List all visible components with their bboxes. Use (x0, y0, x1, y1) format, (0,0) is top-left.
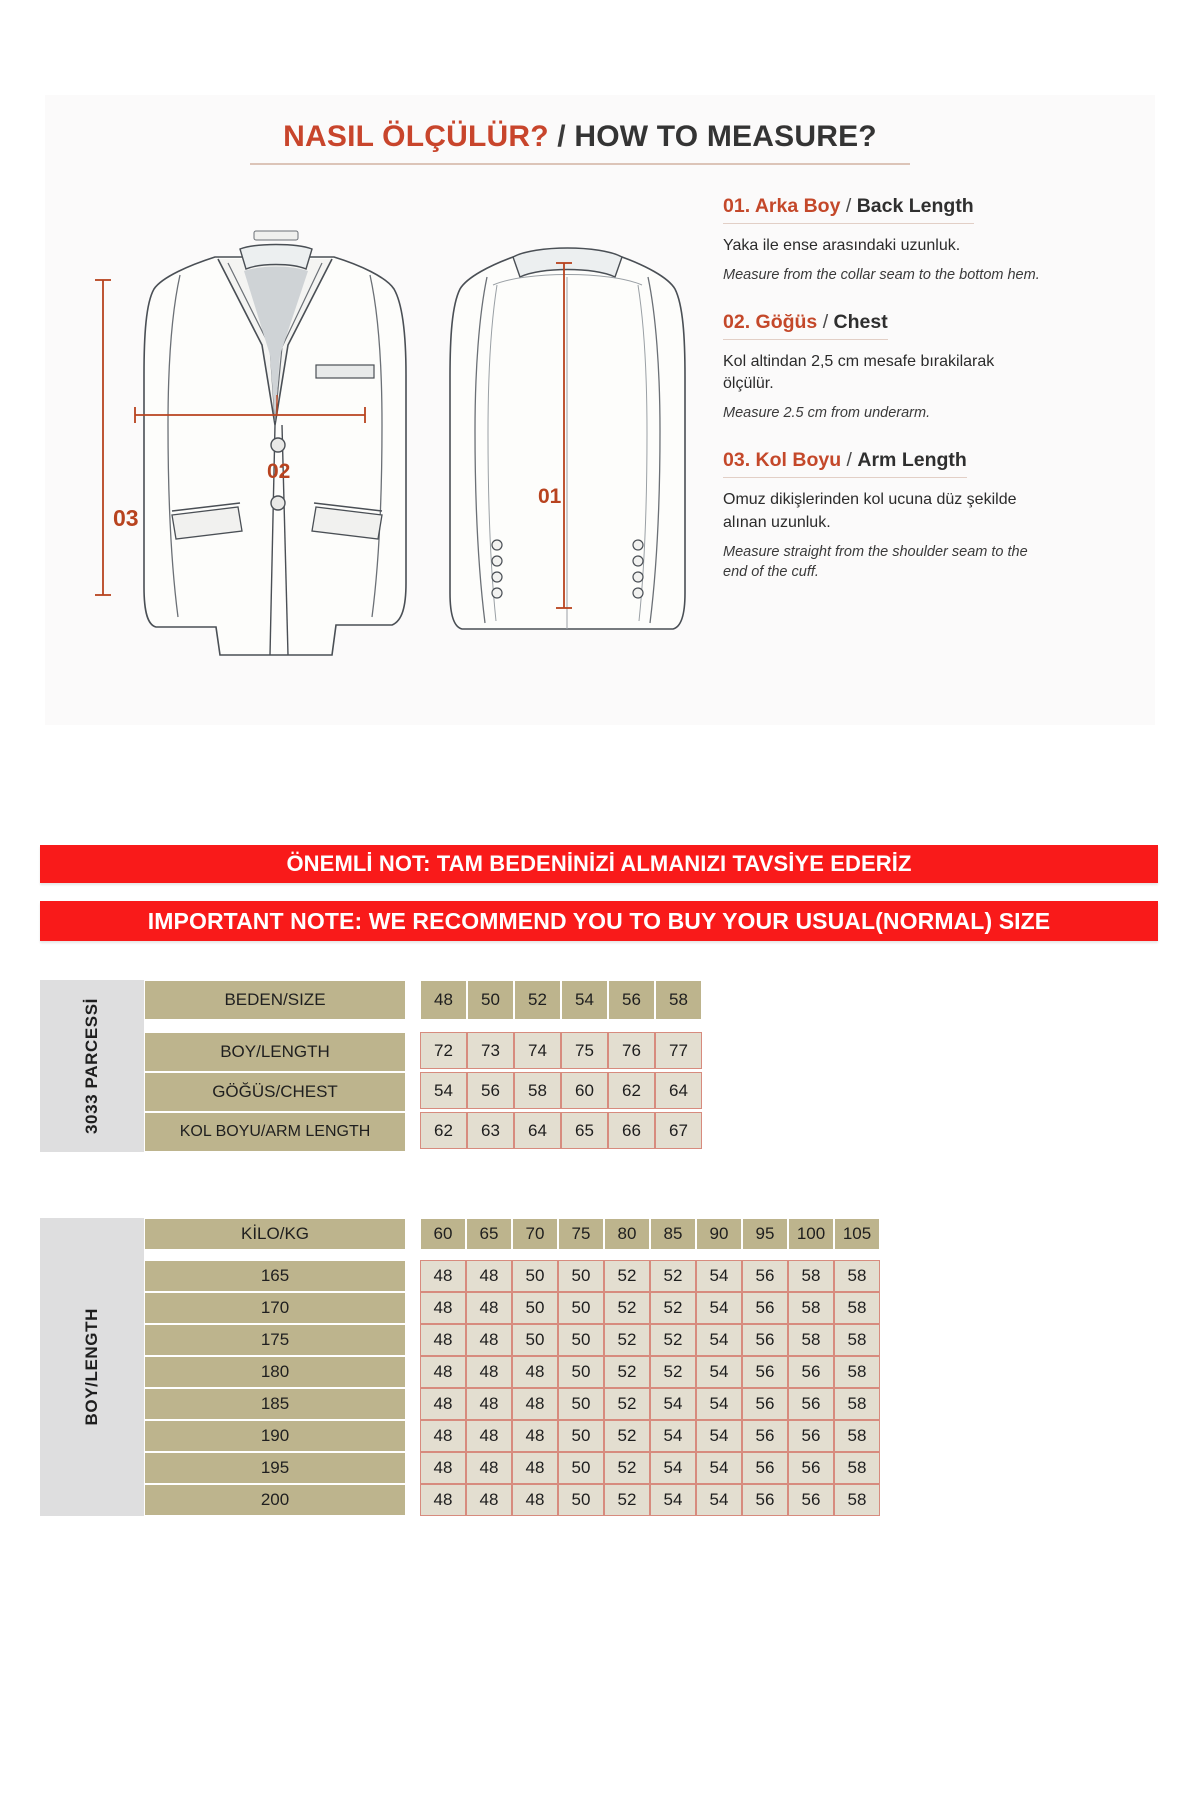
item-name-tr-01: Arka Boy (754, 195, 841, 217)
table-cell: 52 (604, 1260, 650, 1292)
table-cell: 95 (742, 1218, 788, 1250)
table-cell: 50 (558, 1356, 604, 1388)
table-row (144, 1292, 880, 1324)
weight-table-row-label: 180 (144, 1356, 406, 1388)
table-row (144, 1324, 880, 1356)
table-cell: 54 (650, 1484, 696, 1516)
table-cell: 48 (420, 1452, 466, 1484)
table-row (144, 1484, 880, 1516)
table-cell: 80 (604, 1218, 650, 1250)
table-cell: 48 (420, 1260, 466, 1292)
table-cell: 62 (420, 1112, 467, 1149)
table-cell: 48 (420, 1420, 466, 1452)
table-cell: 54 (696, 1292, 742, 1324)
table-cell: 54 (696, 1388, 742, 1420)
table-cell: 52 (604, 1452, 650, 1484)
table-cell: 52 (604, 1324, 650, 1356)
page-title-separator: / (548, 120, 575, 153)
value-cells (420, 1356, 880, 1388)
table-cell: 56 (788, 1484, 834, 1516)
table-cell: 58 (834, 1324, 880, 1356)
table-cell: 52 (604, 1292, 650, 1324)
table-cell: 48 (420, 1388, 466, 1420)
item-number-03: 03. (723, 449, 751, 472)
table-cell: 62 (608, 1072, 655, 1109)
table-row (144, 1356, 880, 1388)
important-note-en-text: IMPORTANT NOTE: WE RECOMMEND YOU TO BUY YOUR USUAL(NORMAL) SIZE (147, 907, 1051, 934)
callout-chest: 02 (267, 460, 291, 483)
table-cell: 54 (561, 980, 608, 1020)
table-cell: 54 (696, 1484, 742, 1516)
table-cell: 50 (512, 1292, 558, 1324)
table-cell: 54 (650, 1388, 696, 1420)
table-cell: 58 (834, 1484, 880, 1516)
size-table-row-label: BOY/LENGTH (144, 1032, 406, 1072)
size-table-side-label-text: 3033 PARCESSİ (82, 998, 101, 1134)
value-cells (420, 1452, 880, 1484)
table-cell: 48 (466, 1388, 512, 1420)
weight-table-rows (144, 1218, 880, 1516)
important-note-tr (40, 845, 1158, 883)
value-cells (420, 1112, 702, 1152)
table-row (144, 1260, 880, 1292)
item-name-en-01: Back Length (856, 195, 974, 217)
size-table-rows (144, 980, 702, 1152)
weight-table-header-label: KİLO/KG (144, 1218, 406, 1250)
value-cells (420, 1420, 880, 1452)
table-cell: 76 (608, 1032, 655, 1069)
value-cells (420, 1324, 880, 1356)
weight-table-row-label: 190 (144, 1420, 406, 1452)
table-cell: 64 (514, 1112, 561, 1149)
table-cell: 73 (467, 1032, 514, 1069)
table-cell: 65 (561, 1112, 608, 1149)
measurement-item-chest (723, 311, 1053, 423)
table-cell: 85 (650, 1218, 696, 1250)
table-cell: 70 (512, 1218, 558, 1250)
size-table-header-label: BEDEN/SIZE (144, 980, 406, 1020)
table-cell: 54 (696, 1356, 742, 1388)
table-cell: 56 (608, 980, 655, 1020)
table-cell: 58 (514, 1072, 561, 1109)
row-spacer (144, 1250, 880, 1260)
table-cell: 56 (467, 1072, 514, 1109)
weight-table-row-label: 195 (144, 1452, 406, 1484)
table-cell: 52 (514, 980, 561, 1020)
table-cell: 75 (561, 1032, 608, 1069)
measurement-item-back-length (723, 195, 1053, 285)
table-cell: 52 (650, 1324, 696, 1356)
table-cell: 48 (466, 1292, 512, 1324)
table-cell: 50 (558, 1388, 604, 1420)
measurement-item-arm-length (723, 449, 1053, 581)
table-cell: 54 (696, 1452, 742, 1484)
table-cell: 50 (558, 1452, 604, 1484)
item-name-en-03: Arm Length (857, 449, 967, 472)
table-cell: 58 (834, 1452, 880, 1484)
table-cell: 58 (834, 1356, 880, 1388)
table-cell: 58 (788, 1260, 834, 1292)
table-cell: 52 (650, 1356, 696, 1388)
table-row (144, 1388, 880, 1420)
table-cell: 48 (420, 1484, 466, 1516)
table-cell: 48 (466, 1484, 512, 1516)
table-cell: 54 (650, 1420, 696, 1452)
table-row (144, 1072, 702, 1112)
table-cell: 50 (558, 1324, 604, 1356)
table-cell: 58 (834, 1388, 880, 1420)
table-cell: 56 (742, 1484, 788, 1516)
table-cell: 50 (512, 1324, 558, 1356)
item-desc-tr-02: Kol altindan 2,5 cm mesafe bırakilarak ölçülür. (723, 352, 995, 393)
value-cells (420, 1292, 880, 1324)
value-cells (420, 1072, 702, 1112)
weight-table-row-label: 200 (144, 1484, 406, 1516)
callout-back-length: 01 (538, 485, 562, 508)
table-cell: 56 (742, 1452, 788, 1484)
table-cell: 63 (467, 1112, 514, 1149)
item-desc-en-01: Measure from the collar seam to the bottom hem. (723, 266, 1040, 283)
table-cell: 48 (420, 980, 467, 1020)
table-cell: 48 (466, 1452, 512, 1484)
weight-table-row-label: 175 (144, 1324, 406, 1356)
table-cell: 48 (466, 1356, 512, 1388)
table-cell: 75 (558, 1218, 604, 1250)
weight-table-row-label: 170 (144, 1292, 406, 1324)
table-row (144, 1452, 880, 1484)
table-header-row (144, 980, 702, 1020)
item-name-en-02: Chest (833, 310, 888, 333)
table-cell: 56 (742, 1388, 788, 1420)
table-cell: 56 (742, 1292, 788, 1324)
weight-table-side-label (40, 1218, 144, 1516)
table-cell: 52 (604, 1388, 650, 1420)
size-measurements-table (40, 980, 702, 1152)
table-cell: 52 (604, 1420, 650, 1452)
table-cell: 56 (788, 1452, 834, 1484)
table-cell: 56 (788, 1356, 834, 1388)
value-cells (420, 980, 702, 1020)
page-title-tr: NASIL ÖLÇÜLÜR? (283, 120, 549, 153)
table-cell: 58 (788, 1292, 834, 1324)
table-cell: 50 (558, 1292, 604, 1324)
row-spacer (144, 1020, 702, 1032)
table-cell: 50 (558, 1484, 604, 1516)
table-cell: 66 (608, 1112, 655, 1149)
table-cell: 90 (696, 1218, 742, 1250)
table-cell: 48 (420, 1324, 466, 1356)
table-cell: 48 (512, 1420, 558, 1452)
callout-arm-length: 03 (113, 505, 139, 531)
table-cell: 48 (466, 1420, 512, 1452)
table-cell: 52 (604, 1484, 650, 1516)
table-cell: 58 (655, 980, 702, 1020)
table-cell: 54 (696, 1260, 742, 1292)
table-header-row (144, 1218, 880, 1250)
table-cell: 52 (604, 1356, 650, 1388)
item-desc-tr-03: Omuz dikişlerinden kol ucuna düz şekilde alınan uzunluk. (723, 491, 1017, 531)
item-slash-01: / (840, 195, 857, 217)
table-row (144, 1112, 702, 1152)
table-cell: 65 (466, 1218, 512, 1250)
size-table-side-label (40, 980, 144, 1152)
table-cell: 58 (834, 1292, 880, 1324)
how-to-measure-panel (45, 95, 1155, 725)
table-cell: 60 (561, 1072, 608, 1109)
table-cell: 56 (788, 1388, 834, 1420)
table-cell: 48 (466, 1260, 512, 1292)
table-cell: 56 (742, 1420, 788, 1452)
table-cell: 48 (512, 1388, 558, 1420)
item-desc-en-03: Measure straight from the shoulder seam to the end of the cuff. (723, 543, 1028, 580)
table-cell: 60 (420, 1218, 466, 1250)
table-cell: 50 (512, 1260, 558, 1292)
table-cell: 105 (834, 1218, 880, 1250)
table-cell: 67 (655, 1112, 702, 1149)
item-number-01: 01. (723, 195, 751, 217)
table-cell: 48 (420, 1356, 466, 1388)
table-cell: 56 (788, 1420, 834, 1452)
table-cell: 58 (788, 1324, 834, 1356)
weight-table-side-label-text: BOY/LENGTH (82, 1308, 101, 1426)
table-cell: 56 (742, 1260, 788, 1292)
important-note-en (40, 901, 1158, 941)
size-table-row-label: GÖĞÜS/CHEST (144, 1072, 406, 1112)
table-cell: 54 (696, 1420, 742, 1452)
table-cell: 48 (466, 1324, 512, 1356)
table-row (144, 1032, 702, 1072)
value-cells (420, 1260, 880, 1292)
table-cell: 54 (420, 1072, 467, 1109)
table-cell: 74 (514, 1032, 561, 1069)
table-cell: 56 (742, 1324, 788, 1356)
table-cell: 48 (420, 1292, 466, 1324)
table-cell: 50 (467, 980, 514, 1020)
height-weight-table (40, 1218, 880, 1516)
table-cell: 64 (655, 1072, 702, 1109)
table-cell: 50 (558, 1260, 604, 1292)
item-number-02: 02. (723, 310, 751, 333)
item-slash-02: / (817, 310, 834, 333)
table-cell: 58 (834, 1260, 880, 1292)
item-desc-en-02: Measure 2.5 cm from underarm. (723, 405, 931, 422)
weight-table-row-label: 185 (144, 1388, 406, 1420)
table-cell: 72 (420, 1032, 467, 1069)
table-row (144, 1420, 880, 1452)
table-cell: 50 (558, 1420, 604, 1452)
page-title-en: HOW TO MEASURE? (574, 120, 877, 153)
item-desc-tr-01: Yaka ile ense arasındaki uzunluk. (723, 237, 961, 254)
table-cell: 54 (650, 1452, 696, 1484)
item-name-tr-03: Kol Boyu (755, 449, 842, 472)
table-cell: 54 (696, 1324, 742, 1356)
table-cell: 56 (742, 1356, 788, 1388)
item-slash-03: / (841, 449, 858, 472)
table-cell: 48 (512, 1484, 558, 1516)
table-cell: 48 (512, 1356, 558, 1388)
item-name-tr-02: Göğüs (755, 310, 818, 333)
size-table-row-label: KOL BOYU/ARM LENGTH (144, 1112, 406, 1152)
table-cell: 77 (655, 1032, 702, 1069)
value-cells (420, 1388, 880, 1420)
table-cell: 52 (650, 1260, 696, 1292)
weight-table-row-label: 165 (144, 1260, 406, 1292)
table-cell: 100 (788, 1218, 834, 1250)
table-cell: 52 (650, 1292, 696, 1324)
table-cell: 48 (512, 1452, 558, 1484)
value-cells (420, 1218, 880, 1250)
value-cells (420, 1032, 702, 1072)
measurement-descriptions (723, 195, 1053, 608)
table-cell: 58 (834, 1420, 880, 1452)
important-note-tr-text: ÖNEMLİ NOT: TAM BEDENİNİZİ ALMANIZI TAVSİYE EDERİZ (286, 851, 912, 876)
value-cells (420, 1484, 880, 1516)
